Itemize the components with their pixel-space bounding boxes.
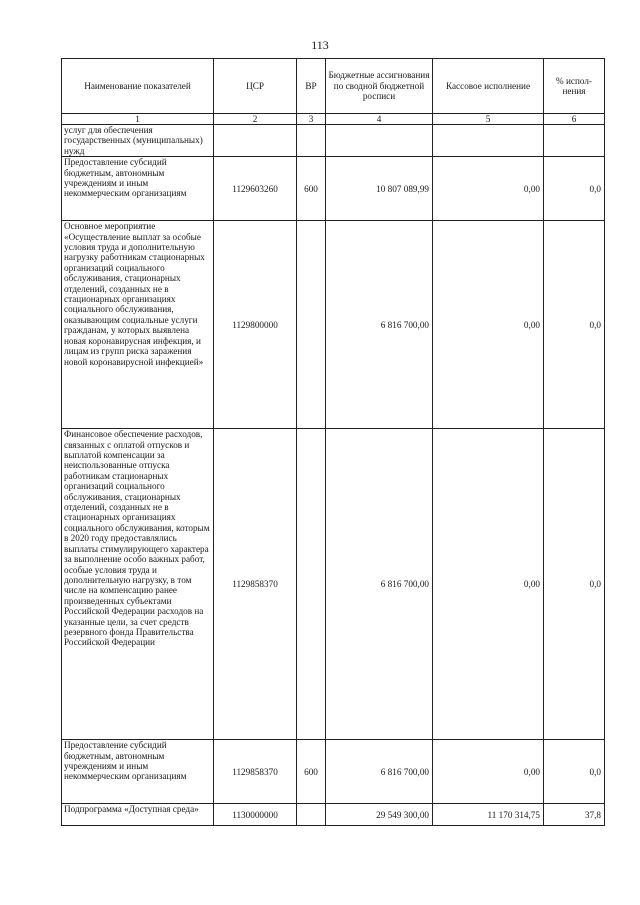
- table-row: [62, 804, 605, 826]
- indicator-name: Основное мероприятие «Осуществление выплат за особые условия труда и дополнительную нагрузку работникам стационарных организаций социального обслуживания, стационарных отделений, созданных не в стационарных организациях социального обслуживания, оказывающим социальные услуги гражданам, у которых выявлена новая коронавирусная инфекция, и лицам из групп риска заражения новой коронавирусной инфекцией»: [62, 221, 214, 429]
- col-header-budget: Бюджетные ассигнования по сводной бюджетной росписи: [326, 59, 433, 114]
- vr-cell: [297, 804, 326, 826]
- table-row: [62, 429, 605, 740]
- col-number: 1: [62, 114, 214, 125]
- vr-cell: 600: [297, 157, 326, 221]
- cash-cell: 0,00: [433, 157, 544, 221]
- page-number: 113: [311, 38, 329, 52]
- col-number: 6: [544, 114, 605, 125]
- csr-cell: 1129603260: [214, 157, 297, 221]
- pct-cell: 0,0: [544, 740, 605, 804]
- budget-cell: 29 549 300,00: [326, 804, 433, 826]
- col-header-vr: ВР: [297, 59, 326, 114]
- col-number: 3: [297, 114, 326, 125]
- pct-cell: 0,0: [544, 157, 605, 221]
- table-row: [62, 157, 605, 221]
- budget-cell: 6 816 700,00: [326, 740, 433, 804]
- pct-cell: 37,8: [544, 804, 605, 826]
- csr-cell: 1129858370: [214, 429, 297, 740]
- cash-cell: 0,00: [433, 221, 544, 429]
- cash-cell: 0,00: [433, 429, 544, 740]
- table-row: [62, 740, 605, 804]
- indicator-name: Предоставление субсидий бюджетным, автономным учреждениям и иным некоммерческим организациям: [62, 740, 214, 804]
- indicator-name: Финансовое обеспечение расходов, связанных с оплатой отпусков и выплатой компенсации за неиспользованные отпуска работникам стационарных организаций социального обслуживания, стационарных отделений, созданных не в стационарных организациях социального обслуживания, которым в 2020 году предоставлялись выплаты стимулирующего характера за выполнение особо важных работ, особые условия труда и дополнительную нагрузку, в том числе на компенсацию ранее произведенных субъектами Российской Федерации расходов на указанные цели, за счет средств резервного фонда Правительства Российской Федерации: [62, 429, 214, 740]
- pct-cell: [544, 125, 605, 157]
- pct-cell: 0,0: [544, 429, 605, 740]
- indicator-name: услуг для обеспечения государственных (муниципальных) нужд: [62, 125, 214, 157]
- col-number: 2: [214, 114, 297, 125]
- cash-cell: 0,00: [433, 740, 544, 804]
- header-row: [62, 59, 605, 114]
- vr-cell: [297, 125, 326, 157]
- indicator-name: Предоставление субсидий бюджетным, автономным учреждениям и иным некоммерческим организациям: [62, 157, 214, 221]
- budget-cell: 10 807 089,99: [326, 157, 433, 221]
- col-header-name: Наименование показателей: [62, 59, 214, 114]
- vr-cell: [297, 221, 326, 429]
- col-number: 5: [433, 114, 544, 125]
- column-number-row: [62, 114, 605, 125]
- col-number: 4: [326, 114, 433, 125]
- csr-cell: 1130000000: [214, 804, 297, 826]
- col-header-csr: ЦСР: [214, 59, 297, 114]
- vr-cell: 600: [297, 740, 326, 804]
- table-row: [62, 125, 605, 157]
- pct-cell: 0,0: [544, 221, 605, 429]
- budget-table: [61, 58, 605, 826]
- col-header-pct: % испол-нения: [544, 59, 605, 114]
- budget-cell: [326, 125, 433, 157]
- budget-cell: 6 816 700,00: [326, 221, 433, 429]
- col-header-cash: Кассовое исполнение: [433, 59, 544, 114]
- csr-cell: [214, 125, 297, 157]
- cash-cell: 11 170 314,75: [433, 804, 544, 826]
- table-row: [62, 221, 605, 429]
- budget-cell: 6 816 700,00: [326, 429, 433, 740]
- csr-cell: 1129858370: [214, 740, 297, 804]
- vr-cell: [297, 429, 326, 740]
- indicator-name: Подпрограмма «Доступная среда»: [62, 804, 214, 826]
- csr-cell: 1129800000: [214, 221, 297, 429]
- cash-cell: [433, 125, 544, 157]
